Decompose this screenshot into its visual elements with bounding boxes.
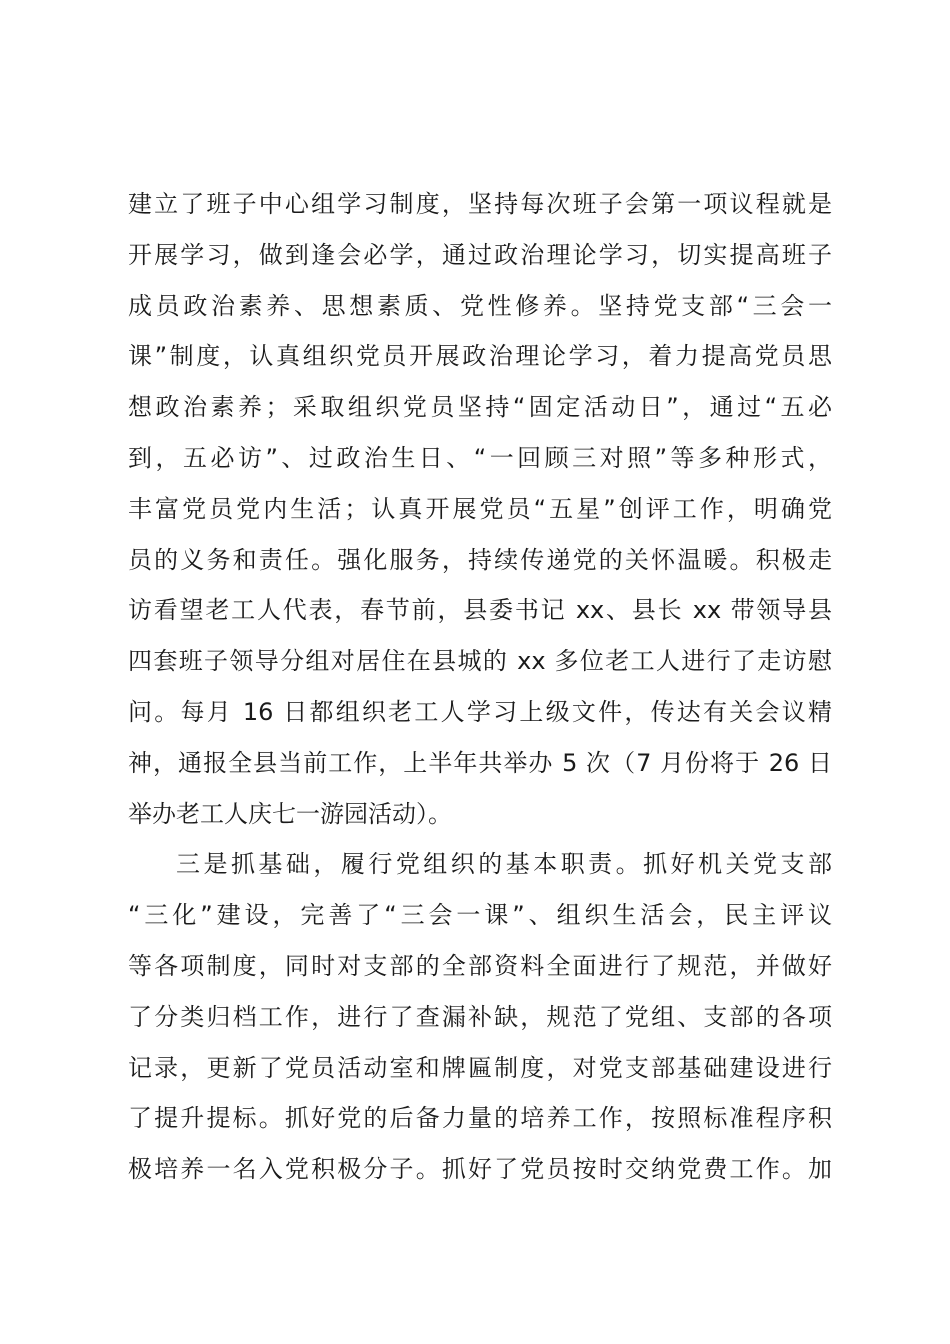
paragraph-2-line: 记录，更新了党员活动室和牌匾制度，对党支部基础建设进行	[128, 1053, 832, 1082]
paragraph-1-line: 开展学习，做到逢会必学，通过政治理论学习，切实提高班子	[128, 240, 832, 269]
paragraph-2-line: “三化”建设，完善了“三会一课”、组织生活会，民主评议	[128, 901, 832, 930]
paragraph-1-line: 四套班子领导分组对居住在县城的 xx 多位老工人进行了走访慰	[128, 647, 832, 676]
paragraph-2-line: 等各项制度，同时对支部的全部资料全面进行了规范，并做好	[128, 951, 832, 980]
paragraph-1-line: 想政治素养；采取组织党员坚持“固定活动日”，通过“五必	[128, 393, 832, 422]
paragraph-1-last-line: 举办老工人庆七一游园活动）。	[128, 799, 452, 828]
paragraph-1-line: 访看望老工人代表，春节前，县委书记 xx、县长 xx 带领导县	[128, 596, 832, 625]
paragraph-1-line: 课”制度，认真组织党员开展政治理论学习，着力提高党员思	[128, 342, 832, 371]
paragraph-1-line: 成员政治素养、思想素质、党性修养。坚持党支部“三会一	[128, 291, 832, 320]
paragraph-2-line: 了分类归档工作，进行了查漏补缺，规范了党组、支部的各项	[128, 1002, 832, 1031]
document-body	[128, 179, 832, 1195]
paragraph-2-line: 极培养一名入党积极分子。抓好了党员按时交纳党费工作。加	[128, 1155, 832, 1184]
paragraph-1-line: 到，五必访”、过政治生日、“一回顾三对照”等多种形式，	[128, 443, 832, 472]
paragraph-2-first-line: 三是抓基础，履行党组织的基本职责。抓好机关党支部	[176, 850, 832, 879]
paragraph-1-line: 员的义务和责任。强化服务，持续传递党的关怀温暖。积极走	[128, 545, 832, 574]
paragraph-2-line: 了提升提标。抓好党的后备力量的培养工作，按照标准程序积	[128, 1104, 832, 1133]
paragraph-1-line: 丰富党员党内生活；认真开展党员“五星”创评工作，明确党	[128, 494, 832, 523]
paragraph-1-line: 神，通报全县当前工作，上半年共举办 5 次（7 月份将于 26 日	[128, 748, 832, 777]
paragraph-1-line: 建立了班子中心组学习制度，坚持每次班子会第一项议程就是	[128, 190, 832, 218]
paragraph-1-line: 问。每月 16 日都组织老工人学习上级文件，传达有关会议精	[128, 697, 832, 726]
